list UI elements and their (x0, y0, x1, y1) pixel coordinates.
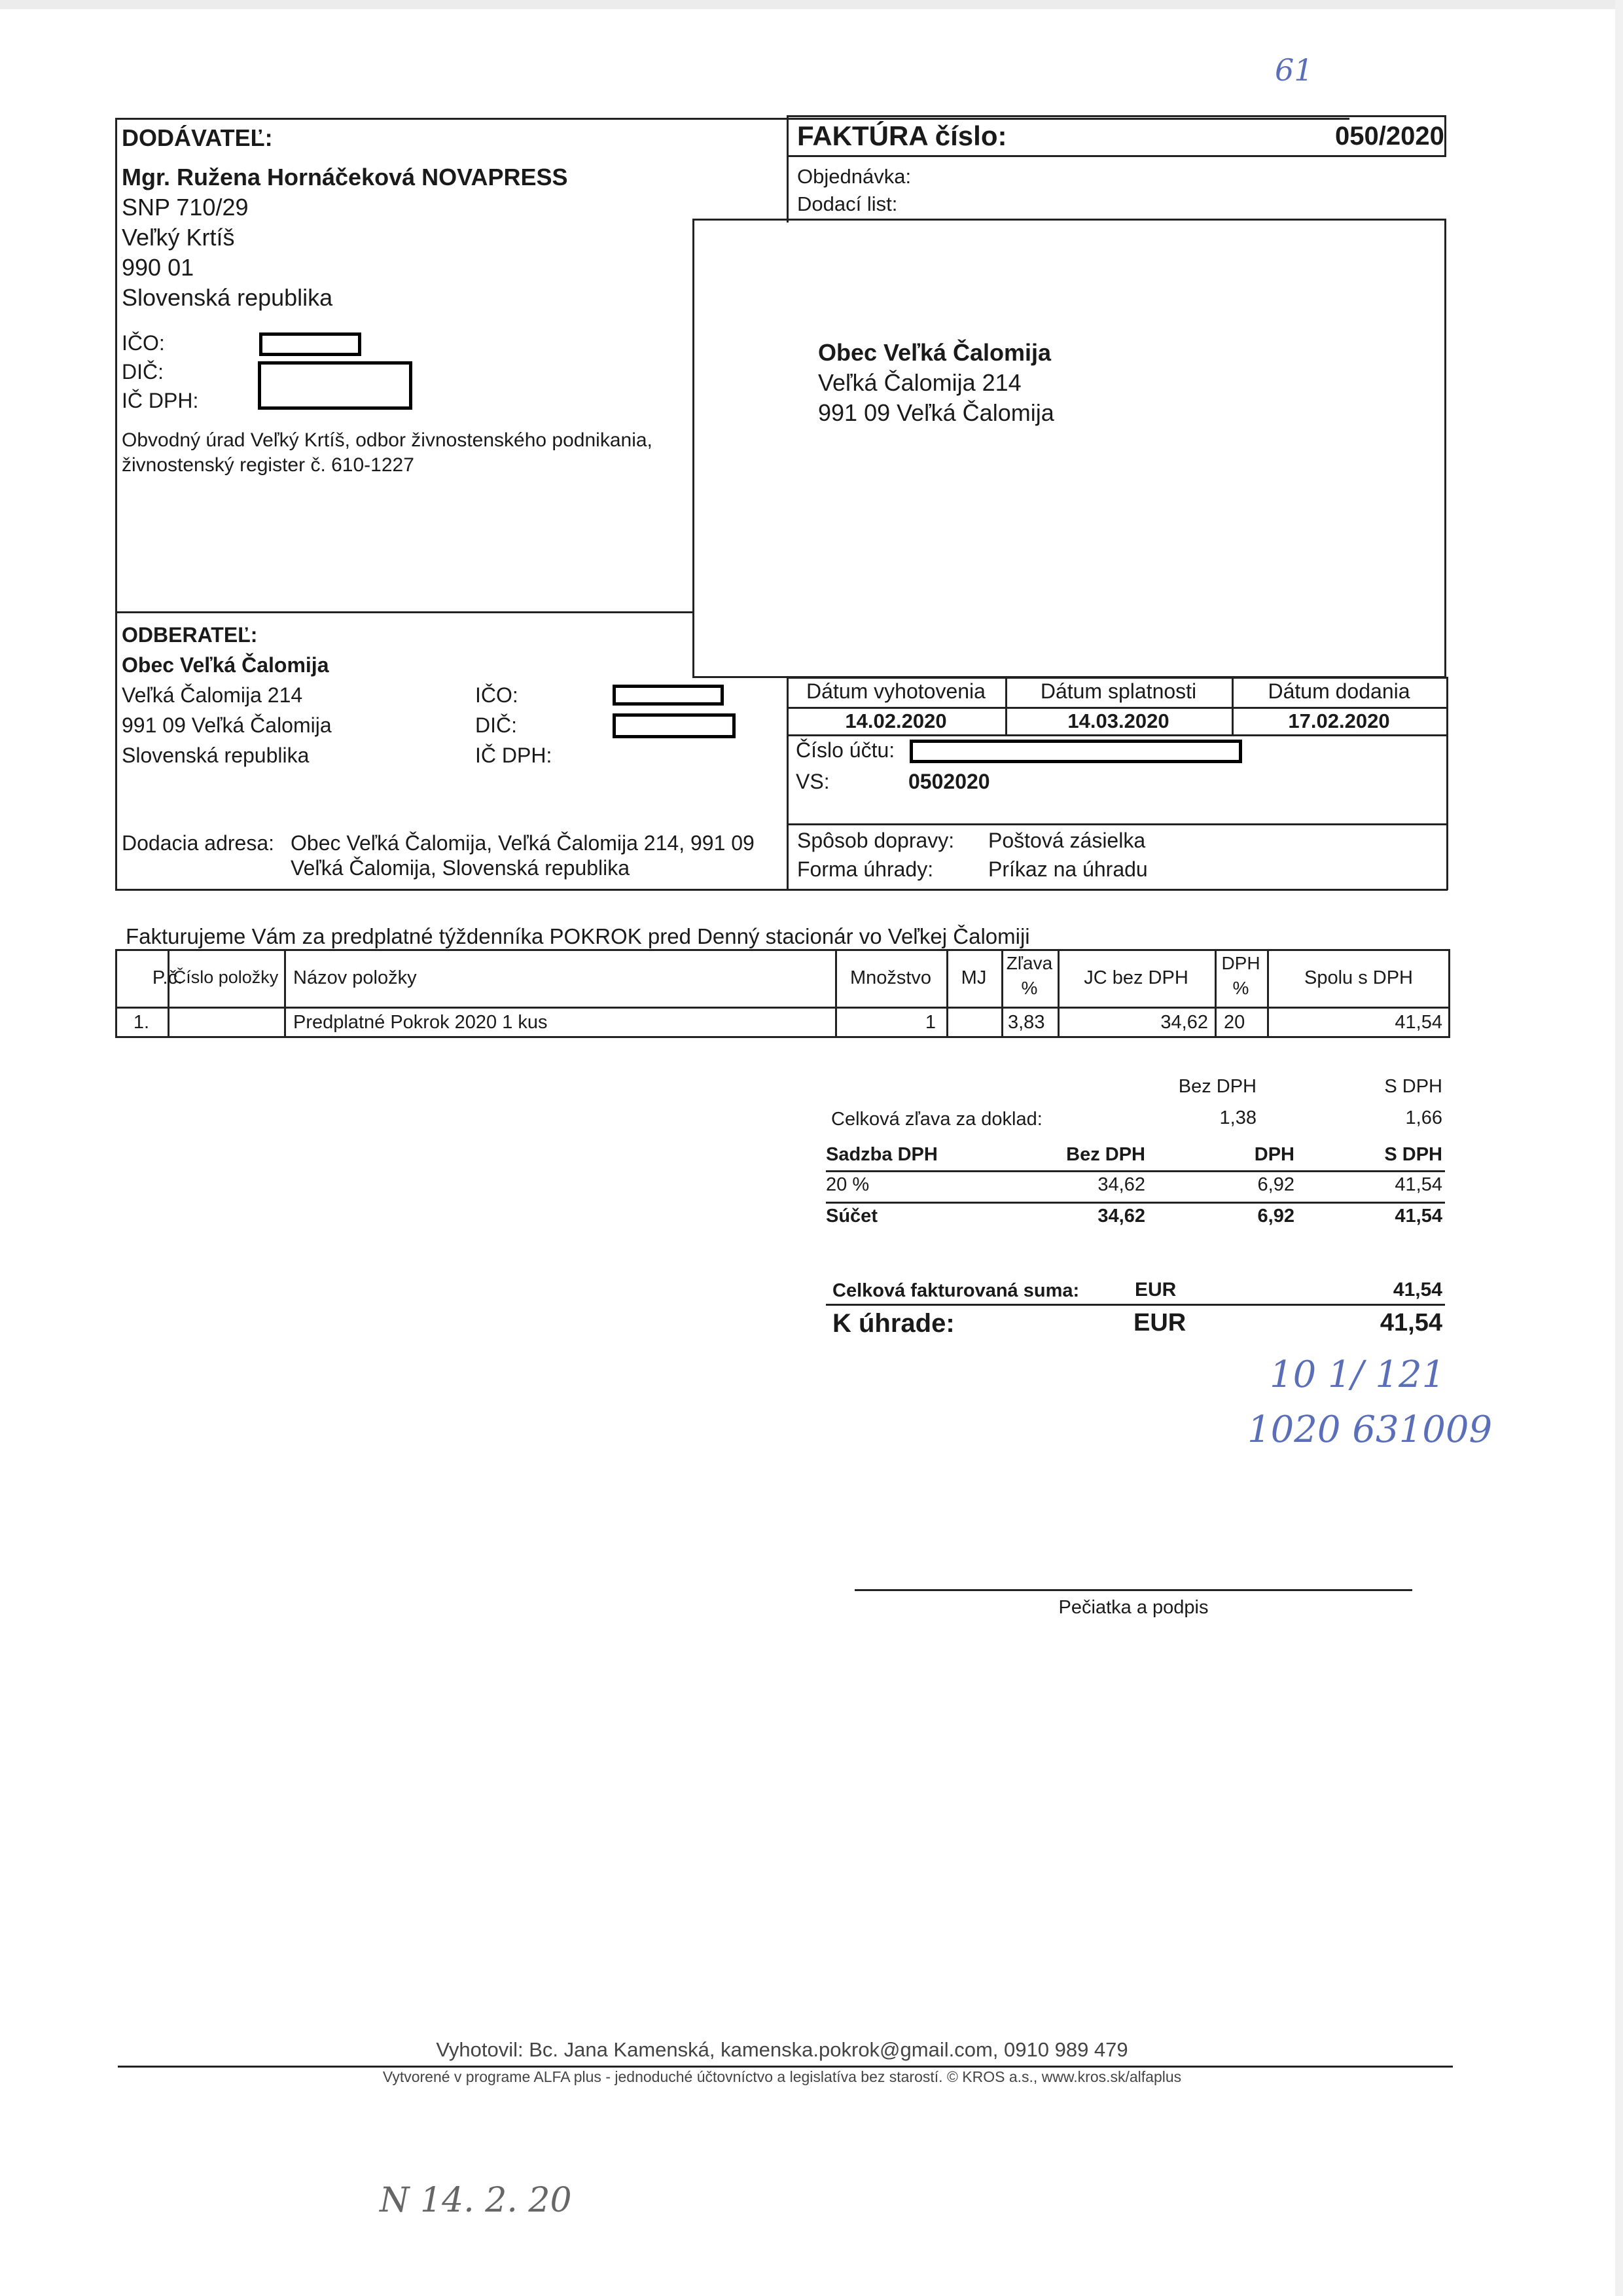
supplier-zip: 990 01 (122, 254, 194, 281)
handwritten-note-1: 10 1/ 121 (1270, 1354, 1446, 1396)
footer-software: Vytvorené v programe ALFA plus - jednoduché účtovníctvo a legislatíva bez starostí. © KROS a.s., www.kros.sk/alfaplus (382, 2068, 1182, 2085)
customer-icdph-label: IČ DPH: (475, 744, 552, 767)
items-col-div-1 (168, 949, 169, 1038)
customer-ico-redacted (613, 685, 724, 706)
summary-sum-dph: 6,92 (1257, 1206, 1294, 1227)
recipient-address-box (692, 219, 1446, 678)
supplier-ico-label: IČO: (122, 331, 165, 355)
items-col-div-4 (946, 949, 948, 1038)
header-discount-top: Zľava (1006, 953, 1053, 973)
items-row-divider (115, 1007, 1450, 1009)
recipient-name: Obec Veľká Čalomija (818, 339, 1052, 366)
signature-line (855, 1589, 1412, 1591)
row-discount: 3,83 (1008, 1012, 1045, 1033)
customer-dic-redacted (613, 713, 736, 738)
due-date-label: Dátum splatnosti (1040, 679, 1197, 703)
header-total: Spolu s DPH (1304, 967, 1413, 988)
customer-name: Obec Veľká Čalomija (122, 653, 329, 677)
delivery-address-line1: Obec Veľká Čalomija, Veľká Čalomija 214, 991 09 (291, 831, 755, 855)
summary-rate: 20 % (826, 1174, 870, 1195)
stamp-label: Pečiatka a podpis (1058, 1597, 1209, 1618)
issue-date-label: Dátum vyhotovenia (806, 679, 986, 703)
scan-edge-right (1615, 0, 1623, 2296)
vs-value: 0502020 (908, 770, 990, 793)
delivery-address-label: Dodacia adresa: (122, 831, 275, 855)
due-date: 14.03.2020 (1067, 709, 1169, 732)
transport-value: Poštová zásielka (988, 829, 1146, 852)
invoice-left-border (787, 157, 789, 223)
supplier-street: SNP 710/29 (122, 194, 249, 221)
header-unit-price: JC bez DPH (1084, 967, 1188, 988)
summary-rate-header: Sadzba DPH (826, 1144, 938, 1165)
summary-discount-s: 1,66 (1405, 1107, 1442, 1128)
summary-discount-bez: 1,38 (1219, 1107, 1257, 1128)
supplier-city: Veľký Krtíš (122, 224, 235, 251)
row-unit-price: 34,62 (1160, 1012, 1208, 1033)
order-label: Objednávka: (797, 165, 912, 188)
header-item-no: Číslo položky (173, 967, 279, 987)
recipient-city: 991 09 Veľká Čalomija (818, 399, 1054, 426)
due-amount-currency: EUR (1133, 1309, 1186, 1336)
summary-discount-label: Celková zľava za doklad: (831, 1109, 1043, 1130)
dates-right-border (1446, 677, 1448, 890)
summary-s-header: S DPH (1384, 1144, 1442, 1165)
header-qty: Množstvo (849, 967, 932, 988)
supplier-left-border (115, 118, 117, 890)
supplier-heading: DODÁVATEĽ: (122, 124, 273, 151)
total-value: 41,54 (1393, 1279, 1442, 1300)
customer-top-border (115, 611, 692, 613)
dates-bottom-border (787, 734, 1448, 736)
account-redacted (910, 740, 1242, 763)
customer-bottom-border (115, 889, 1448, 891)
payment-method-value: Príkaz na úhradu (988, 857, 1148, 881)
supplier-name: Mgr. Ružena Hornáčeková NOVAPRESS (122, 164, 568, 190)
supplier-registry-line1: Obvodný úrad Veľký Krtíš, odbor živnostenského podnikania, (122, 429, 652, 451)
summary-bez-header: Bez DPH (1066, 1144, 1145, 1165)
summary-dph-header: DPH (1254, 1144, 1294, 1165)
customer-street: Veľká Čalomija 214 (122, 683, 303, 707)
delivery-note-label: Dodací list: (797, 192, 898, 215)
total-currency: EUR (1135, 1279, 1177, 1300)
due-amount-value: 41,54 (1380, 1309, 1442, 1336)
supplier-icdph-label: IČ DPH: (122, 389, 199, 412)
total-rule (826, 1304, 1445, 1306)
supplier-country: Slovenská republika (122, 284, 333, 311)
payment-top-border (787, 823, 1448, 825)
summary-header-rule (826, 1170, 1445, 1172)
footer-issued-by: Vyhotovil: Bc. Jana Kamenská, kamenska.pokrok@gmail.com, 0910 989 479 (436, 2038, 1128, 2061)
handwritten-initials-date: N 14. 2. 20 (380, 2181, 572, 2220)
summary-sum-s: 41,54 (1395, 1206, 1442, 1227)
scan-edge (0, 0, 1623, 9)
customer-ico-label: IČO: (475, 683, 518, 707)
supplier-dic-label: DIČ: (122, 360, 164, 384)
row-vat: 20 (1224, 1012, 1245, 1033)
summary-rate-bez: 34,62 (1097, 1174, 1145, 1195)
footer-rule (118, 2066, 1453, 2068)
summary-sum-label: Súčet (826, 1206, 878, 1227)
total-label: Celková fakturovaná suma: (832, 1280, 1080, 1301)
page-number-handwritten: 61 (1275, 52, 1313, 88)
customer-country: Slovenská republika (122, 744, 310, 767)
summary-rate-dph: 6,92 (1257, 1174, 1294, 1195)
dates-top-border (787, 677, 1448, 679)
recipient-street: Veľká Čalomija 214 (818, 369, 1022, 396)
summary-rate-s: 41,54 (1395, 1174, 1442, 1195)
supplier-dic-redacted (258, 361, 412, 410)
header-mj: MJ (961, 967, 987, 988)
supplier-ico-redacted (259, 332, 361, 356)
summary-sum-bez: 34,62 (1097, 1206, 1145, 1227)
payment-method-label: Forma úhrady: (797, 857, 934, 881)
account-label: Číslo účtu: (796, 738, 895, 762)
invoice-title: FAKTÚRA číslo: (797, 120, 1007, 151)
invoice-number: 050/2020 (1335, 122, 1444, 151)
due-amount-label: K úhrade: (832, 1309, 955, 1338)
delivery-address-line2: Veľká Čalomija, Slovenská republika (291, 856, 630, 880)
dates-mid-border (787, 707, 1448, 709)
handwritten-note-2: 1020 631009 (1247, 1408, 1493, 1451)
items-col-div-2 (284, 949, 286, 1038)
summary-col-bez: Bez DPH (1178, 1076, 1257, 1097)
header-vat-top: DPH (1221, 953, 1260, 973)
header-discount-bottom: % (1021, 978, 1038, 998)
customer-dic-label: DIČ: (475, 713, 517, 737)
delivery-date: 17.02.2020 (1288, 709, 1390, 732)
vs-label: VS: (796, 770, 830, 793)
row-qty: 1 (925, 1012, 936, 1033)
row-total: 41,54 (1395, 1012, 1442, 1033)
intro-text: Fakturujeme Vám za predplatné týždenníka POKROK pred Denný stacionár vo Veľkej Čalomiji (126, 924, 1030, 948)
customer-city: 991 09 Veľká Čalomija (122, 713, 332, 737)
header-vat-bottom: % (1232, 978, 1249, 998)
summary-col-s: S DPH (1384, 1076, 1442, 1097)
header-pc: P.č. (152, 967, 183, 988)
row-name: Predplatné Pokrok 2020 1 kus (293, 1012, 548, 1033)
issue-date: 14.02.2020 (845, 709, 947, 732)
customer-heading: ODBERATEĽ: (122, 623, 258, 647)
header-name: Názov položky (293, 967, 417, 988)
row-pc: 1. (133, 1012, 150, 1033)
delivery-date-label: Dátum dodania (1268, 679, 1410, 703)
summary-rate-rule (826, 1202, 1445, 1204)
transport-label: Spôsob dopravy: (797, 829, 955, 852)
supplier-registry-line2: živnostenský register č. 610-1227 (122, 454, 414, 476)
